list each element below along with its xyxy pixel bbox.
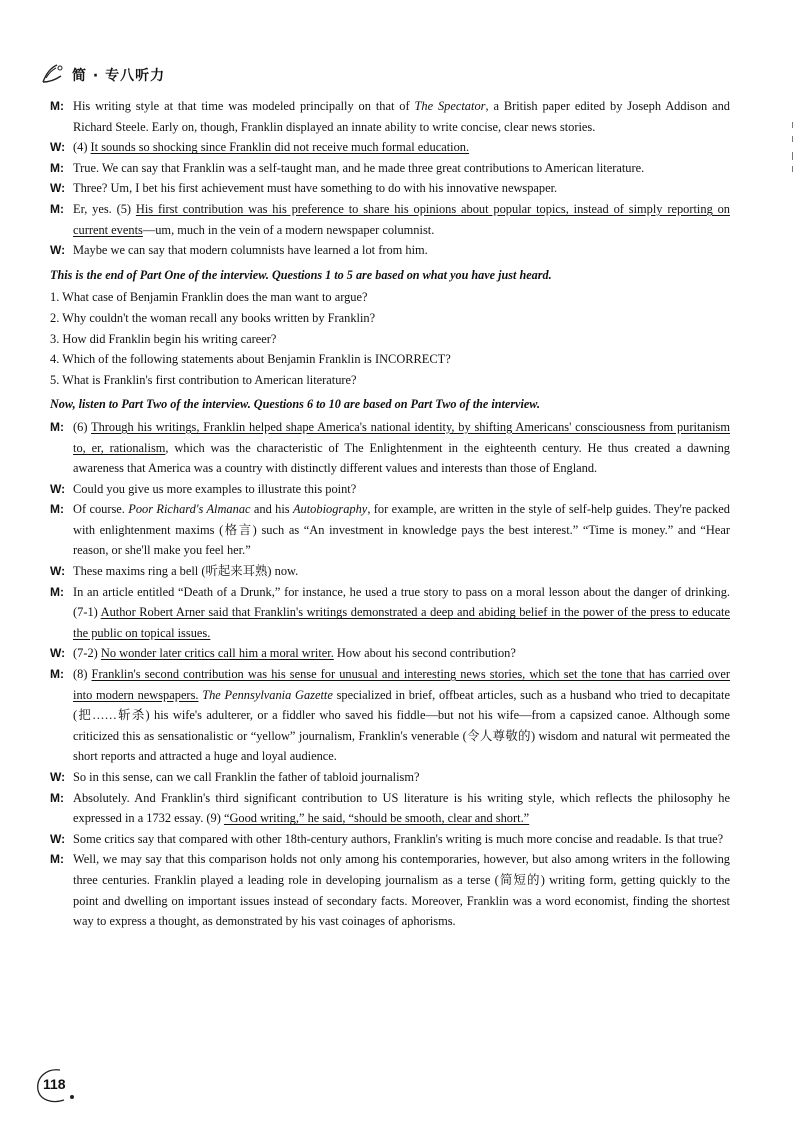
underlined-answer: Franklin's second contribution was his sense for unusual and interesting news stories, which set the tone that has carried over into modern newspapers. [73,667,730,702]
speaker-label: W: [50,243,66,258]
speaker-label: W: [50,646,66,661]
underlined-answer: Author Robert Arner said that Franklin's writings demonstrated a deep and abiding belief in the power of the press to educate the public on topical issues. [73,605,730,640]
transcript-line: M: Well, we may say that this comparison holds not only among his contemporaries, however, but also among writers in the following three centuries. Franklin played a leading role in developing journalism as a terse (简短的) writing form, getting quickly to the point and dwelling on important issues instead of secondary facts. Moreover, Franklin was a word economist, finding the shortest way to express a thought, as demonstrated by his vast coinages of aphorisms. [50,849,730,931]
transcript-line: W: Could you give us more examples to illustrate this point? [50,479,730,500]
transcript-line: M: His writing style at that time was modeled principally on that of The Spectator, a British paper edited by Joseph Addison and Richard Steele. Early on, though, Franklin displayed an innate ability to write concise, clear news stories. [50,96,730,137]
transcript-line: W: So in this sense, can we call Franklin the father of tabloid journalism? [50,767,730,788]
speaker-label: W: [50,181,66,196]
transcript-line: M: Of course. Poor Richard's Almanac and his Autobiography, for example, are written in the style of self-help guides. They're packed with enlightenment maxims (格言) such as “An investment in knowledge pays the best interest.” “Time is money.” and “Hear reason, or she'll make you feel her.” [50,499,730,561]
speaker-label: W: [50,481,66,496]
question-item: 5. What is Franklin's first contribution to American literature? [50,372,357,387]
underlined-answer: His first contribution was his preference to share his opinions about popular topics, instead of simply reporting on current events [73,201,730,237]
speaker-label: M: [50,201,64,216]
transcript [50,96,730,932]
speaker-label: W: [50,831,66,846]
transcript-line: W: Three? Um, I bet his first achievement must have something to do with his innovative newspaper. [50,178,730,199]
speaker-label: W: [50,564,66,579]
question-item: 4. Which of the following statements about Benjamin Franklin is INCORRECT? [50,352,451,367]
transcript-line: M: (8) Franklin's second contribution was his sense for unusual and interesting news stories, which set the tone that has carried over into modern newspapers. The Pennsylvania Gazette specialized in brief, offbeat articles, such as a husband who tried to decapitate (把……斩杀) his wife's adulterer, or a fiddler who saved his fiddle—but not his wife—from a capsized canoe. Although some criticized this as sensationalistic or “yellow” journalism, Franklin's venerable (令人尊敬的) wisdom and natural wit permeated the short reports and attracted a huge and loyal audience. [50,664,730,767]
page-number: 118 [43,1076,66,1092]
page-header [40,62,165,88]
speaker-label: M: [50,99,64,113]
transcript-line: W: These maxims ring a bell (听起来耳熟) now. [50,561,730,582]
transcript-line: M: Absolutely. And Franklin's third significant contribution to US literature is his writing style, which reflects the philosophy he expressed in a 1732 essay. (9) “Good writing,” he said, “should be smooth, clear and short.” [50,788,730,829]
transcript-line: W: Maybe we can say that modern columnists have learned a lot from him. [50,240,730,261]
speaker-label: M: [50,667,64,682]
transcript-line: M: True. We can say that Franklin was a self-taught man, and he made three great contributions to American literature. [50,158,730,179]
underlined-answer: No wonder later critics call him a moral writer. [100,646,334,661]
speaker-label: M: [50,584,64,599]
transcript-line: M: In an article entitled “Death of a Drunk,” for instance, he used a true story to pass on a moral lesson about the danger of drinking. (7-1) Author Robert Arner said that Franklin's writings demonstrated a deep and abiding belief in the power of the press to educate the public on topical issues. [50,582,730,644]
underlined-answer: “Good writing,” he said, “should be smooth, clear and short.” [223,811,530,826]
publication-title: The Pennsylvania Gazette [202,687,333,702]
page-number-badge [34,1066,84,1106]
question-item: 1. What case of Benjamin Franklin does the man want to argue? [50,290,368,305]
publication-title: The Spectator [414,99,486,113]
speaker-label: M: [50,790,64,805]
margin-marks [792,122,796,172]
speaker-label: M: [50,852,64,867]
header-title: 简 · 专八听力 [72,68,166,84]
speaker-label: W: [50,770,66,784]
transcript-line: W: (4) It sounds so shocking since Franklin did not receive much formal education. [50,137,730,158]
speaker-label: M: [50,160,64,175]
book-title: Autobiography [292,502,368,517]
book-title: Poor Richard's Almanac [128,502,251,517]
underlined-answer: Through his writings, Franklin helped shape America's national identity, by shifting Americans' consciousness from puritanism to, er, rationalism [73,419,730,455]
question-item: 2. Why couldn't the woman recall any books written by Franklin? [50,310,376,325]
underlined-answer: It sounds so shocking since Franklin did not receive much formal education. [90,140,470,155]
transcript-line: M: Er, yes. (5) His first contribution was his preference to share his opinions about popular topics, instead of simply reporting on current events—um, much in the vein of a modern newspaper columnist. [50,199,730,240]
section-instruction: This is the end of Part One of the interview. Questions 1 to 5 are based on what you have just heard. [50,267,552,282]
speaker-label: W: [50,140,66,155]
section-instruction: Now, listen to Part Two of the interview. Questions 6 to 10 are based on Part Two of the interview. [50,397,540,412]
transcript-line: W: (7-2) No wonder later critics call him a moral writer. How about his second contribution? [50,643,730,664]
speaker-label: M: [50,502,64,517]
book-logo-icon [40,62,66,88]
transcript-line: M: (6) Through his writings, Franklin helped shape America's national identity, by shifting Americans' consciousness from puritanism to, er, rationalism, which was the characteristic of The Enlightenment in the eighteenth century. He thus created a dawning awareness that America was a country with distinctly different values and interests than those of England. [50,417,730,479]
question-item: 3. How did Franklin begin his writing career? [50,331,277,346]
speaker-label: M: [50,419,64,434]
transcript-line: W: Some critics say that compared with other 18th-century authors, Franklin's writing is much more concise and readable. Is that true? [50,829,730,850]
